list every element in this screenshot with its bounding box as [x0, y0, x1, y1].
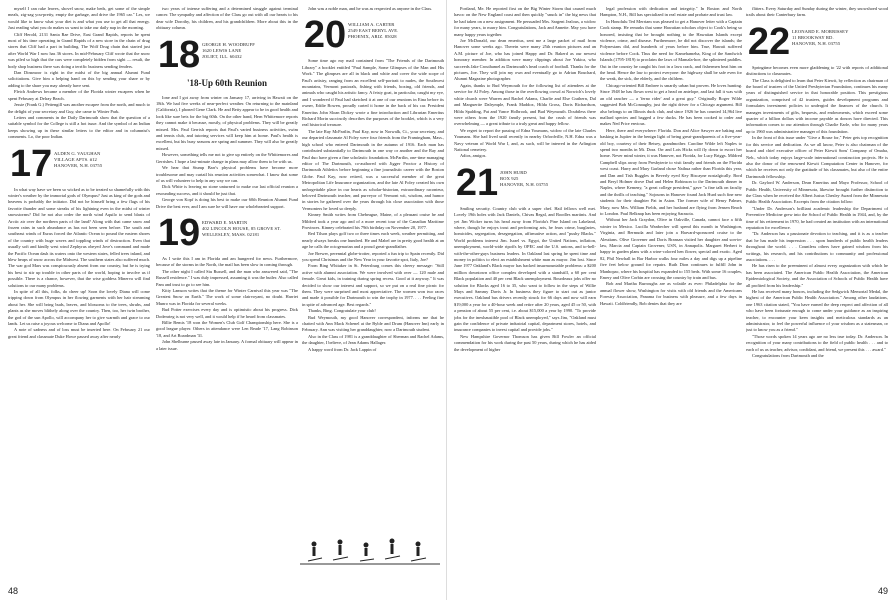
class-year-number: 20: [303, 14, 347, 57]
right-column-2: [600, 6, 742, 578]
paragraph: Fletch Andrews became a member of the Florida winter escapees when he spent February at Delray Beach.: [8, 89, 150, 101]
paragraph: We hear that Stump Barr's physical problems have become more troublesome and may curtail his reunion activities somewhat. I know that some of us will volunteer to help in any way we can.: [156, 165, 298, 183]
paragraph: He has risen to the preeminent of almost every organization with which he has been associated. The American Public Health Association, the American Epidemiological Society, and the Association of Schools of Public Health have all profited from his leadership.": [746, 263, 888, 288]
address-line: 1620 LEWIS LANE: [202, 47, 242, 53]
paragraph: The other night I called Stu Russell, and the man who answered said, "The Russell residence." I was duly impressed, assuming it was the butler. Also called Pam and trust to go to see him.: [156, 268, 298, 287]
paragraph: myself I can rake leaves, shovel snow, make beds, get some of the simple meals, zig-zag you-pretty, empty the garbage, and drive the 1965 car." Les, we would like to know what your diet is and what you use to get all that energy. Just reading what you do makes us want to take our daily nap in the morning.: [8, 6, 150, 31]
address-line: 11 BROOKWAY RD.: [792, 34, 834, 40]
paragraph: "Those words spoken 14 years ago are no less true today. Dr. Anderson. In recognition of your many contributions to the field of public health . . . and to each of us as teacher, advisor, confidant, and friend, we present this . . . award.": [746, 333, 888, 352]
paragraph: Congratulations from Dartmouth and the: [752, 353, 824, 359]
paragraph: Portland, Me. He reported first on the Big Winter Storm that caused much havoc on the New England coast and then quickly "snuck in" the big news that he had taken on a new assignment. He persuaded Mrs. Sargent Jealous, a widow for many years, to marry him. Congratulations, Jack and Annette. May you have many happy years together.: [454, 6, 596, 37]
paragraph: Jessie (Frank G.) Pettengill was another escapee from the north, and much to the delight of your secretary and Guy, she came to Winter Park.: [8, 102, 150, 114]
paragraph: two years of intense suffering and a determined struggle against terminal cancer. The sympathy and affection of the Class go out with all our hearts to his dear wife Dorothy, his children, and his grandchildren. More about this in the obituary column.: [156, 6, 298, 31]
paragraph: George von Kopf is doing his best to make our 60th Reunion Alumni Fund Drive the best ever, and I am sure he will have our wholehearted support.: [156, 197, 298, 209]
paragraph: John was a noble man, and he was as respected as anyone in the Class.: [308, 6, 433, 11]
paragraph: He has received many honors, including the Sedgwick Memorial Medal, the highest of the American Public Health Association." Among other laudations, one 1963 citation stated, "You have earned the deep respect and affection of all who have been fortunate enough to come under your guidance as an inspiring teacher, to encounter your keen insights and meticulous standards as an administrator, to feel the powerful influence of your wisdom as a statesman, or just to know you as a friend.": [746, 289, 888, 333]
class-header-20: [302, 14, 444, 57]
address-line: ALDEN G. VAUGHAN: [54, 150, 101, 156]
class-header-18: [156, 33, 298, 76]
secretary-address: [500, 166, 548, 188]
paragraph: John Shelburne passed away late in January. A formal obituary will appear in a later issue.: [156, 339, 298, 351]
paragraph: The late Ray McPartlin, Paul Kay, now in Norwalk, Ct., your secretary, and our departed classmate Al Foley were four friends from the Framingham, Mass., high school who entered Dartmouth in the autumn of 1916. Each man has contributed substantially to Dartmouth in one way or another and the Ray and Paul duo have given a fine scholastic foundation. McPartlin, one-time managing editor of The Dartmouth, co-authored with Jigger Proctor a History of Dartmouth Athletics before beginning a fine journalistic career with the Boston Globe. Paul Kay, now retired, was a successful member of the great Metropolitan Life Insurance organization, and the late Al Foley created his own unforgettable place in our hearts as scholar-historian, extraordinary raconteur, beloved Dartmouth teacher, and purveyor of Vermont wit, wisdom, and humor in stories he gathered over the years through his close association with those Vermonters he loved so deeply.: [302, 128, 444, 211]
paragraph: legal profession with dedication and integrity." In Boston and North Hampton, N.H., Bill has specialized in real estate and probate and trust law.: [600, 6, 742, 18]
class-year-number: 22: [747, 20, 791, 63]
paragraph: Bob and Martha Burroughs are as volatile as ever: Philadelphia for the annual flower show, Washington for visits with old friends and the Americans Forestry Association, Panama for business with pleasure, and a few days in Hawaii. Coldfriendly, Bob denies that they are: [600, 281, 742, 306]
paragraph: "Under Dr. Anderson's brilliant academic leadership the Department of Preventive Medicine grew into the School of Public Health in 1944, and, by the time of his retirement in 1970, he had created an institution with an international reputation for excellence.: [746, 205, 888, 230]
paragraph: In Honolulu Ted Merriam was pleased to get a Hanover letter with a Captain Cook stamp. He remarks that some Hawaiian scholars object to Cook's being so honored, insisting that he brought nothing to the Hawaiian Islands except violence, crime, and disease. Furthermore, he did not discover the islands; the Polynesians did, and hundreds of years before him. True, Hawaii suffered violence before Cook. Thus the need for Kamehameha, King of the Sandwich Islands (1795-1819) to proclaim the laws of Mamala-hoe, the splintered paddles. Out in the country he caught his foot in a lava crack, and fishermen beat him on the head. Hence the law to protect everyone: the highway shall be safe even for the weak, the sick, the elderly, and the children.: [600, 18, 742, 82]
left-column-2: [156, 6, 298, 578]
class-year-number: 17: [9, 142, 53, 185]
address-line: BOX 925: [500, 175, 519, 181]
paragraph: Adios, amigos.: [460, 153, 487, 159]
paragraph: In the front of this issue under "Give a Rouse for," Peter gets top recognition for this service and dedication. As we all know, Peter is also chairman of the board and chief executive officer of Peter Kiewit Sons' Company of Omaha, Neb., which today enjoys large-scale international construction projects. He is also the donor of the renowned Kiewit Computation Center in Hanover, for which he receives not only the gratitude of his classmates, but also of the entire Dartmouth fellowship.: [746, 135, 888, 179]
paragraph: A note of sadness and of loss must be inserted here. On February 21 our great friend and classmate Duke Howe passed away after nearly: [8, 327, 150, 339]
secretary-address: [202, 38, 255, 60]
paragraph: Also in the Class of 1981 is a granddaughter of Sherman and Rachel Adams, the daughter, I believe, of Jean Adams Hallager.: [302, 333, 444, 346]
paragraph: Joe McDonald, our dean emeritus, sent me a large packet of mail from Hanover some weeks ago. Therein were many 25th reunion pictures and an A.M. picture of Joe, who has joined Happy and Dr. Bakerd as our newest honorary member. In addition were many clippings about Joe Yukica, who succeeds Jake Crouthamel as Dartmouth's head coach of football. Thanks for the pictures, Joe. They will join my own and eventually go to Adrian Bouchard, Alumni Magazine photographer.: [454, 38, 596, 82]
paragraph: In what way have we been so wicked as to be treated so shamefully with this winter's weather by the immortal gods of Olympus? Just as king of the gods and heavens is probably the initiator. Did not he himself bring a few flags of his favorite thunder and some streaks of his lightning even in the midst of winter snowstorms? Did he not also order the north wind Aquilo to send blasts of Arctic air over the northern parts of the land? Along with that came snow and frozen rains in such abundance as has not been seen before. The south and southeast winds of Eurus forced the Atlantic Ocean to pound the eastern shores of the country with huge waves and toppling winds of destruction. Even that usually soft and kindly west wind Zephyrus obeyed Jove's command and made the Pacific Ocean dash its waters onto the western states, felled trees inland, and blew heaps of snow across the Midwest. The southern states also suffered much. The war god Mars was conspicuously absent from our country, but he is trying his best to stir up trouble in other parts of the world, hoping to involve us if possible. There is a chance, however, that the wise goddess Minerva will find solutions to our many problems.: [8, 186, 150, 288]
address-line: EDWARD E. MARTIN: [202, 219, 248, 225]
class-header-21: [454, 161, 596, 204]
address-line: 402 LINCOLN HOUSE, 85 GROVE ST.: [202, 225, 281, 231]
paragraph: Joe Brewer, perennial globe-trotter, reported a fun trip to Spain recently. Did you spend Christmas and the New Year in your favorite spot, Italy, Joe?: [302, 250, 444, 262]
paragraph: flitters. Every Saturday and Sunday during the winter, they snowshoed wood trails about their Canterbury farm.: [746, 6, 888, 18]
paragraph: Thanks, Bing. Congratulate your club!: [308, 308, 376, 314]
page-number: 49: [877, 586, 888, 596]
paragraph: Dick White is leaving no stone unturned to make our last official reunion a resounding success, and it should be just that.: [156, 184, 298, 196]
address-line: 2549 EAST BERYL AVE.: [348, 28, 399, 34]
paragraph: We regret to report the passing of Edna Youmans, widow of the late Charles Youmans. She had lived until recently in nearby Orfordville, N.H. Edna was a Navy veteran of World War I, and, as such, will be interred in the Arlington National cemetery.: [454, 127, 596, 152]
address-line: WELLESLEY, MASS. 02181: [202, 231, 260, 237]
address-line: PHOENIX, ARIZ. 85028: [348, 34, 397, 40]
right-page: [450, 0, 896, 600]
paragraph: Again, thanks to Bud Weymouth for the following list of attendees at the service for Al Foley. Among those in the overflowing crowd at Norwich's lovely white church were Warren and Rachel Adams, Charlie and Else Crathern, Dal and Marguerite Dalrymple, Frank Maddox, Hilda Gross, Doris Richardson, Hilda Spalding, Pat and Vance Holbrook, and Bud Weymouth. Doubtless there were others from the 1920 family present, but the crush of friends was overwhelming — a great tribute to a truly great and happy fellow.: [454, 82, 596, 127]
paragraph: From Bing Whitaker in St. Petersburg comes this cheery message: "Still active with alumni association. We were involved with over — 120 male and female. Great kids, in training during spring recess. Good at it anyway." It was decided to show our interest and support, so we put on a real fine picnic for them. They were surprised and most appreciative. The women won two races and made it possible for Dartmouth to win the trophy in 1977. . . . Feeling fine in spite of advanced age. Best regards.": [302, 263, 444, 307]
left-page: [0, 0, 447, 600]
paragraph: Billie Bemis '18 won the Women's Club Golf Championship here. She is a good league player. Others in attendance were Len Reade '17, Lang Robinson '18, and Art Boardman '31.: [156, 320, 298, 338]
address-line: JOLIET, ILL. 60432: [202, 53, 242, 59]
paragraph: Chicago-oriented Bill Embree is smartly urban but proven. He loves hunting. Since 1948 he has flown west to get a head on antelope, and last fall it was with an old rancher — a 'ferno rider' and a great guy." Originally Roger Wilde suggested Bob McConaughy, just the right driver for a Chicago argument. Bill also belongs to an Illinois duck club, and since 1926 he has counted 14,964 live mallard species and bagged a few ducks. He has been cooked to order and makes Ned Price envious.: [600, 82, 742, 127]
paragraph: A happy word from Dr. Jack Lappin of: [308, 346, 377, 352]
address-line: GEORGE H. WOODRUFF: [202, 41, 255, 47]
address-line: HANOVER, N.H. 03755: [54, 162, 103, 168]
paragraph: Dan Dinsmoor is right in the midst of the big annual Alumni Fund solicitations. Give him a helping hand on this by sending your share or by adding to the share you may already have sent.: [8, 70, 150, 88]
skiers-illustration: [300, 534, 440, 568]
paragraph: Ione and I got away from winter on January 17, arriving in Hawaii on the 18th. We had five weeks of near-perfect weather. On returning to the mainland (California), I phoned Gene Clark. He and Betty appear to be in good health and look like sure bets for the big 60th. On the other hand, Hern Whittemore reports they cannot make it because, mostly, of physical problems. They will be greatly missed. Mrs. Paul Gerrish reports that Paul's varied business activities, swim and tennis club, and tutoring services will keep him at home. Paul's health is excellent, but his busy seasons are spring and summer. They will also be greatly missed.: [156, 94, 298, 151]
paragraph: Without her Jack Graydon, Olive in Oakville, Canada, cannot face a fifth winter in Mexico. Lucilla Wanbecher will spend this month in Washington, Virginia, and Bermuda and later join a Harvard-sponsored cruise to the Aleutians. Olive Grovener and Doris Bransan visited her daughter and son-in-law, Marcia and Captain Grovener, USN, in Annapolis. Margaret Herbert is happy in garden plans with a wine-colored hen flower, special and exotic. Aged 82, Phil Newhall in Bar Harbor walks four miles a day and digs up a pipeline five feet below ground for repairs. Ruth Dion continues to fulfill John in Manhopac, where his hospital has expanded to 155 beds. With some 16 couples, Emery and Olive Corbin are crossing the country by train and bus.: [600, 217, 742, 281]
secretary-address: [202, 216, 281, 238]
address-line: VILLAGE APTS. #12: [54, 156, 97, 162]
class-header-17: [8, 142, 150, 185]
paragraph: Dr. Gaylord W. Anderson, Dean Emeritus and Mayo Professor, School of Public Health, University of Minnesota, likewise brought further distinction to the Class when he received the Albert Justus Chesley Award from the Minnesota Public Health Association. Excerpts from the citation follow:: [746, 180, 888, 205]
paragraph: New Hampshire Governor Thomson has given Bill Fowler an official commendation for his work during the past 50 years, during which he has aided the development of higher: [454, 333, 596, 352]
paragraph: Kitty Lamson writes that the theme for Winter Carnival this year was "The Greatest Snow on Earth." The work of some clairvoyant, no doubt. Harriet Munro was in Florida for several weeks.: [156, 287, 298, 306]
paragraph: Bud Potter exercises every day and is optimistic about his progress. Dick Dodenrieg is not very well, and it would help if he heard from classmates.: [156, 307, 298, 319]
paragraph: Kinney Smith writes from Chebeague, Maine, of a pleasant cruise he and Mildred took a year ago and of a more recent tour of the Canadian Maritime Provinces. Kinney celebrated his 79th birthday on November 20, 1977.: [302, 212, 444, 230]
left-column-3: [302, 6, 444, 530]
secretary-address: [792, 25, 849, 47]
paragraph: As I write this I am in Florida and am hungered for news. Furthermore, because of the storms in the North, the mail has been slow in coming through.: [156, 255, 298, 268]
paragraph: Bud Weymouth, my good Hanover correspondent, informs me that he chatted with Ann Mack Schenel at the Byble and Drum (Hanover Inn) early in February. Ann was visiting her granddaughter, now a Dartmouth student.: [302, 314, 444, 333]
class-year-number: 21: [455, 161, 499, 204]
address-line: HANOVER, N.H. 03755: [500, 181, 549, 187]
address-line: JOHN HURD: [500, 169, 527, 175]
reunion-heading: '18-Up 60th Reunion: [186, 77, 267, 88]
paragraph: The Class is delighted to learn that Peter Kiewit, by reflection as chairman of the board of trustees of the United Presbyterian Foundation, continues his many years of distinguished service in that honorable position. This prestigious organization, comprised of 42 trustees, guides development programs and formulates investment policies to undergird the finances of the church. It manages investments of gifts, bequests, and endowments, which exceed some quarter of a billion dollars with income payable as donors have directed. This information comes to our attention through Charlie Earle, who for many years up to 1960 was administrative manager of this foundation.: [746, 77, 888, 134]
paragraph: However, something tells me not to give up entirely on the Whittemores and Gerrishes. I hope a last-minute change in plans may allow them to be with us.: [156, 152, 298, 164]
class-year-number: 18: [157, 33, 201, 76]
paragraph: Smiling security. Country club with a super chef. Hail fellows well met. Lovely 19th holes with Jack Daniels, Chivas Regal, and Boodles martinis. And yet Jim Wicker turns his head away from Florida's Pine Island on Lakeland, where, though he enjoys trout and performing arts, he fears crime, burglaries, homicides, segregation, desegregation, affirmative action, and "pushy Blacks." World problems interest Jim. Israel vs. Egypt, the United Nations, inflation, unemployment, world-wide ripoffs by OPEC and the U.S. unions, and to-hell-with-the-other-guys business leaders. In Oakland last spring he spent time and money in politics to elect an establishment white man as mayor. Jim lost. Since June 1977 Oakland's Black mayor has backed insurmountable problems: a $200 million downtown office complex developed with a standstill, a 60 per cent Black population and 40 per cent Black unemployment. Bourdeaux jobs offer no solution for Blacks aged 16 to 35, who want to follow in the steps of Willie Mays and Sammy Davis Jr. In business they figure to start out as junior executives. Oakland bus drivers recently struck for 66 days and now will earn $19,000 a year for a 40-hour week and retire after 20 years, aged 45 or 50, with a pension of about 55 per cent, i.e. about $15,000 a year by 1990. "To provide jobs for the inexhaustible pool of Black unemployed," says Jim, "Oakland must gain the confidence of private industrial capital, department stores, hotels, and insurance companies to invest capital and provide jobs.": [454, 205, 596, 333]
paragraph: "Dr. Anderson has a passionate devotion to teaching, and it is as a teacher that he has made his impression . . . upon hundreds of public health leaders throughout the world. . . . Countless others have gained wisdom from his writings, his research, and his contributions to community and professional associations. . . .: [746, 231, 888, 262]
address-line: HANOVER, N.H. 03755: [792, 40, 841, 46]
paragraph: Cliff Herold, 2131 Santa Rae Drive, East Grand Rapids, reports he spent most of his time operating in Grand Rapids of a new store in the chain of drug stores that Cliff had a part in building. The Wolf Drug chain that started just after World War I now has 36 stores. In mid-February Cliff wrote that the snow was piled so high that the cars were completely hidden from sight — result, the body shop business there was doing a terrific business sending fenders.: [8, 31, 150, 69]
paragraph: Here, there and everywhere: Florida. Don and Alice Sawyer are baking and basking in Jupiter in the benign light of being great-grandparents of a five-year-old boy, courtesy of their Betsey, grandmother. Caroline Wilde left Naples to spend two months in Mt. Dora. Orr and Lois Hicks will fly down to escort her home. Never mind winter, it was Hanover, not Florida, for Lucy Briggs. Mildred Campbell slips away from Presbyterie to visit family and friends on the Florida west coast. Harry and Mary Garland chose Naihua rather than Florida this year, and Dan and Tish Ruggles in Beverly eyed Key Biscayne nostalgically. Bord and Beryl Holmer drove Dud and Helen Robinson to the Dartmouth dinner in Naples, where Kemeny, "a great college president," gave "a fine talk on faculty and the thrills of teaching." Sojourns in Hanover found Jack Hurd such fine new students for their daughter Pat in Aston. The former wife of Henry Palmer, Mary, now Mrs. William Fields, and her husband are flying from Jensen Beach to London. Paul Belknap has been enjoying Sarasota.: [600, 127, 742, 216]
paragraph: Letters and comments in the Daily Dartmouth show that the question of a suitable symbol for the College is still a hot issue. And the symbol of an Indian keeps showing up in these similar letters to the editor and in columnist's comments. Lo, the poor Indian.: [8, 114, 150, 140]
right-column-1: [454, 6, 596, 578]
right-column-3: [746, 6, 888, 578]
paragraph: In spite of all this, folks, do cheer up! Soon the lovely Diana will come tripping down from Olympus in her flowing garments with her hair streaming about her. She will bring buds, leaves, and blossoms to the trees, shrubs, and plants as she moves blithely along over the country. Then, too, her twin brother, the god of the sun Apollo, will accompany her to give warmth and grace to our lands. Let us raise a joyous welcome to Diana and Apollo!: [8, 289, 150, 327]
secretary-address: [348, 18, 398, 40]
paragraph: Springtime becomes even more gladdening to '22 with reports of additional distinctions to classmates.: [746, 64, 888, 77]
paragraph: Some time ago my mail contained from "The Friends of the Dartmouth Library" a booklet entitled "Paul Sample, Some Glimpses of the Man and His Work." The glimpses are all in black and white and cover the wide scope of Paul's artistry, ranging from an excellent self-portrait to nudes, the Southwest mountains, Vermont pastorals, fishing with friends, boxing, old friends, and animals who caught his artistic fancy. A feisty goat, in particular, caught my eye, and I wondered if Paul had sketched it at one of our reunions in Etna before its owner, Eddie Bowen, proudly carted it home in the back of his car. President Emeritus John Sloan Dickey wrote a fine introduction and Librarian Emeritus Richard Morin succinctly describes the purposes of the booklet, which is a very real historical treasure.: [302, 58, 444, 128]
secretary-address: [54, 147, 102, 169]
page-number: 48: [8, 586, 19, 596]
class-year-number: 19: [157, 211, 201, 254]
address-line: LEONARD E. MORRISSEY: [792, 28, 849, 34]
paragraph: Red Tilson plays golf two or three times each week, weather permitting, and nearly always breaks one hundred. He and Mabel are in pretty good health at an age he calls the octogenarian and a proud great-grandfather.: [302, 231, 444, 250]
address-line: WILLIAM A. CARTER: [348, 22, 395, 28]
left-column-1: [8, 6, 150, 578]
class-header-22: [746, 20, 888, 63]
class-header-19: [156, 211, 298, 254]
